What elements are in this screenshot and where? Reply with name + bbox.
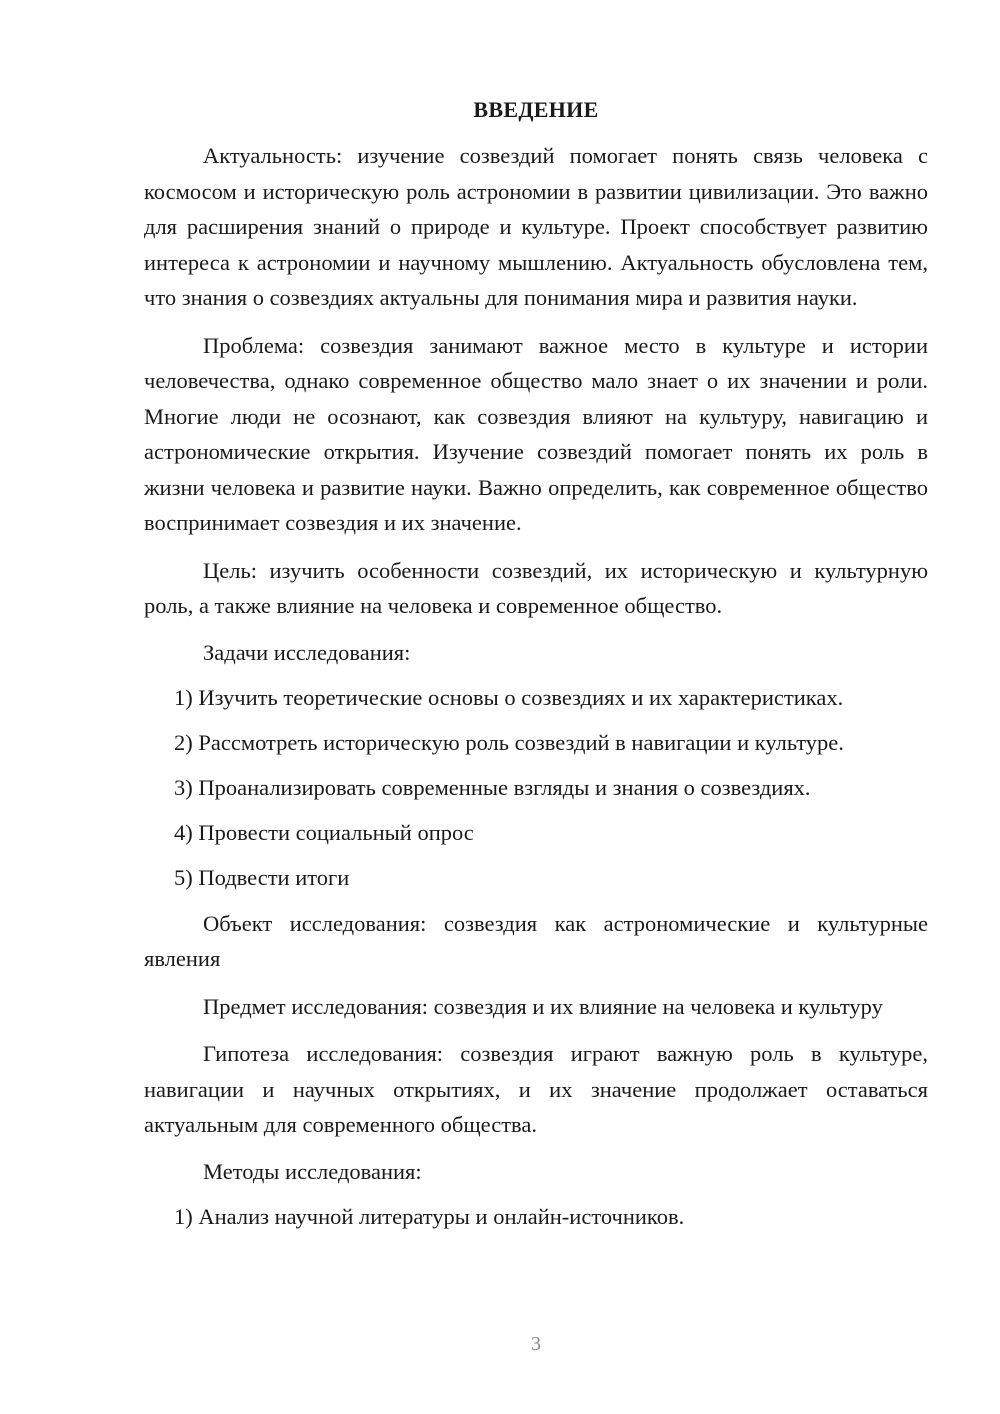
task-item-5: 5) Подвести итоги [174, 864, 350, 890]
method-item-1: 1) Анализ научной литературы и онлайн-источников. [174, 1203, 685, 1229]
object-paragraph: Объект исследования: созвездия как астрономические и культурные явления [144, 910, 928, 971]
goal-paragraph: Цель: изучить особенности созвездий, их историческую и культурную роль, а также влияние на человека и современное общество. [144, 557, 928, 618]
task-item-3: 3) Проанализировать современные взгляды и знания о созвездиях. [174, 774, 811, 800]
methods-heading: Методы исследования: [203, 1158, 422, 1184]
task-item-4: 4) Провести социальный опрос [174, 819, 474, 845]
page-number: 3 [531, 1333, 541, 1355]
tasks-heading: Задачи исследования: [203, 639, 411, 665]
task-item-2: 2) Рассмотреть историческую роль созвездий в навигации и культуре. [174, 729, 844, 755]
relevance-paragraph: Актуальность: изучение созвездий помогает понять связь человека с космосом и историческую роль астрономии в развитии цивилизации. Это важно для расширения знаний о природе и культуре. Проект способствует развитию интереса к астрономии и научному мышлению. Актуальность обусловлена тем, что знания о созвездиях актуальны для понимания мира и развития науки. [144, 143, 928, 310]
hypothesis-paragraph: Гипотеза исследования: созвездия играют важную роль в культуре, навигации и научных открытиях, и их значение продолжает оставаться актуальным для современного общества. [144, 1041, 928, 1137]
task-item-1: 1) Изучить теоретические основы о созвездиях и их характеристиках. [174, 684, 844, 710]
section-title: ВВЕДЕНИЕ [473, 97, 599, 122]
page-content [144, 94, 928, 1245]
problem-paragraph: Проблема: созвездия занимают важное место в культуре и истории человечества, однако современное общество мало знает о их значении и роли. Многие люди не осознают, как созвездия влияют на культуру, навигацию и астрономические открытия. Изучение созвездий помогает понять их роль в жизни человека и развитие науки. Важно определить, как современное общество воспринимает созвездия и их значение. [144, 332, 928, 535]
subject-paragraph: Предмет исследования: созвездия и их влияние на человека и культуру [203, 993, 883, 1019]
